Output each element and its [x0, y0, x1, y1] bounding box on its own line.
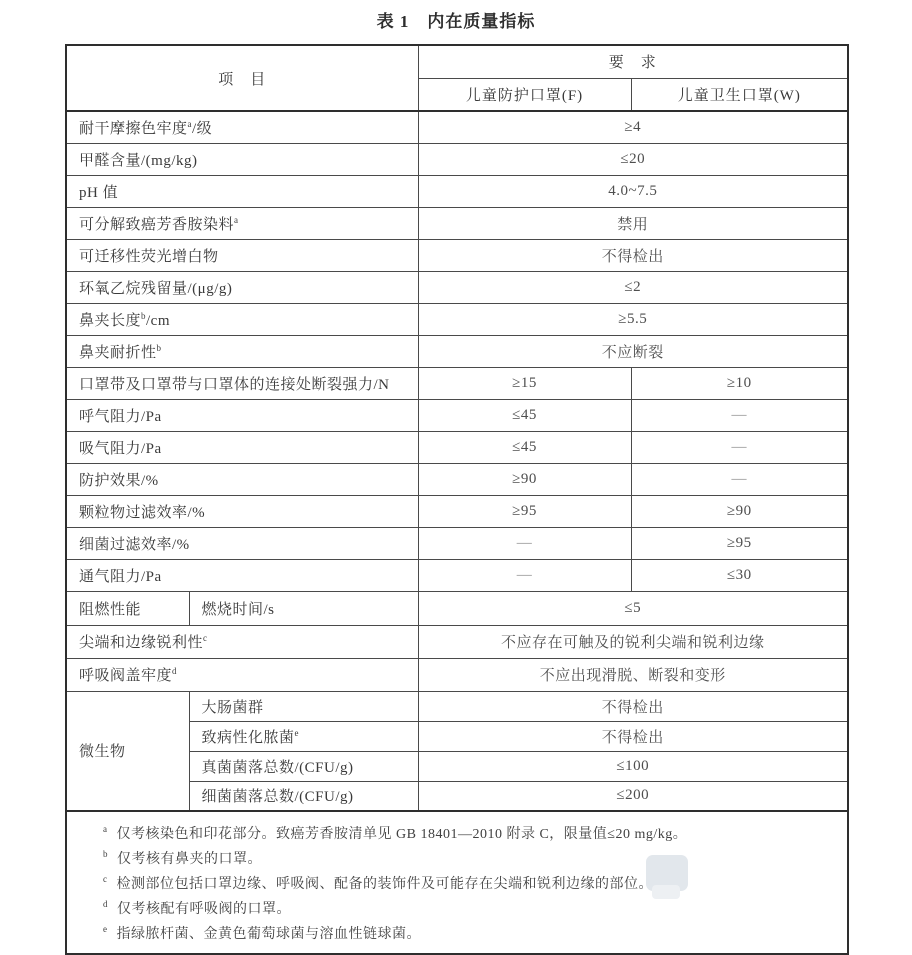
row-value-cell: ≤200	[418, 781, 848, 811]
row-label: 可分解致癌芳香胺染料	[79, 216, 235, 233]
row-label-cell: 吸气阻力/Pa	[66, 431, 418, 463]
table-row	[66, 495, 848, 527]
table-row	[66, 399, 848, 431]
footnote-text: 仅考核染色和印花部分。致癌芳香胺清单见 GB 18401—2010 附录 C，限量值≤20 mg/kg。	[116, 827, 688, 842]
footnote-marker: a	[234, 214, 239, 225]
table-row	[66, 691, 848, 721]
row-label-cell: 环氧乙烷残留量/(μg/g)	[66, 271, 418, 303]
row-label-cell: 防护效果/%	[66, 463, 418, 495]
table-row	[66, 431, 848, 463]
table-row	[66, 658, 848, 691]
footnote-marker: a	[187, 118, 193, 129]
footnote-marker: c	[203, 633, 208, 643]
row-value-f-cell: —	[418, 527, 631, 559]
row-value-w-cell: —	[631, 399, 848, 431]
footnote-text: 仅考核配有呼吸阀的口罩。	[117, 902, 291, 917]
footnotes-cell	[66, 811, 848, 954]
table-title: 表 1 内在质量指标	[376, 12, 536, 31]
row-value-cell: 不应断裂	[418, 335, 848, 367]
footnote-marker: b	[103, 849, 108, 860]
table-row	[66, 335, 848, 367]
table-row	[66, 207, 848, 239]
row-value-f-cell: ≥95	[418, 495, 631, 527]
footnote-line	[103, 847, 829, 872]
row-sublabel-cell: 真菌菌落总数/(CFU/g)	[189, 751, 418, 781]
table-row	[66, 591, 848, 625]
row-value-cell: 不应出现滑脱、断裂和变形	[418, 658, 848, 691]
row-label-cell: 阻燃性能	[66, 591, 189, 625]
footnote-marker: d	[103, 899, 108, 910]
row-sublabel-cell: 燃烧时间/s	[189, 591, 418, 625]
row-label: 鼻夹长度	[79, 312, 142, 329]
row-label-cell	[66, 335, 418, 367]
header-item-cell: 项 目	[66, 45, 418, 111]
row-value-w-cell: —	[631, 463, 848, 495]
row-label-cell: 口罩带及口罩带与口罩体的连接处断裂强力/N	[66, 367, 418, 399]
row-value-cell: ≤5	[418, 591, 848, 625]
header-col-w-cell: 儿童卫生口罩(W)	[631, 78, 848, 111]
footnote-marker: b	[141, 310, 147, 321]
row-value-cell: ≤100	[418, 751, 848, 781]
row-label-suffix: /级	[192, 120, 213, 137]
quality-table-grid	[65, 44, 849, 955]
table-row	[66, 271, 848, 303]
footnote-line	[103, 897, 829, 922]
row-label: 呼吸阀盖牢度	[79, 668, 173, 684]
footnote-marker: a	[103, 824, 108, 835]
row-value-w-cell: ≥10	[631, 367, 848, 399]
row-label: 鼻夹耐折性	[79, 344, 157, 361]
row-value-w-cell: ≥90	[631, 495, 848, 527]
row-label-cell: 颗粒物过滤效率/%	[66, 495, 418, 527]
row-label-cell	[66, 658, 418, 691]
row-value-cell: ≥4	[418, 111, 848, 143]
quality-table	[65, 44, 849, 955]
row-value-cell: ≤20	[418, 143, 848, 175]
footnote-marker: e	[294, 727, 300, 738]
row-label: 耐干摩擦色牢度	[79, 120, 188, 137]
table-row	[66, 559, 848, 591]
row-value-cell: 4.0~7.5	[418, 175, 848, 207]
header-col-f-cell: 儿童防护口罩(F)	[418, 78, 631, 111]
row-value-w-cell: —	[631, 431, 848, 463]
row-label-cell: 通气阻力/Pa	[66, 559, 418, 591]
table-row	[66, 625, 848, 658]
footnote-line	[103, 822, 829, 847]
footnote-text: 检测部位包括口罩边缘、呼吸阀、配备的装饰件及可能存在尖端和锐利边缘的部位。	[116, 877, 653, 892]
row-sublabel-cell	[189, 721, 418, 751]
row-label-suffix: /cm	[146, 312, 171, 329]
footnote-line	[103, 872, 829, 897]
footnotes-row	[66, 811, 848, 954]
row-label-cell	[66, 207, 418, 239]
table-row	[66, 143, 848, 175]
row-label-cell	[66, 625, 418, 658]
table-row	[66, 527, 848, 559]
row-value-cell: 禁用	[418, 207, 848, 239]
row-value-f-cell: ≥15	[418, 367, 631, 399]
footnote-marker: c	[103, 874, 108, 885]
row-value-cell: 不应存在可触及的锐利尖端和锐利边缘	[418, 625, 848, 658]
row-sublabel-cell: 大肠菌群	[189, 691, 418, 721]
row-label-cell	[66, 111, 418, 143]
table-row	[66, 303, 848, 335]
row-value-cell: 不得检出	[418, 239, 848, 271]
row-label-cell: 可迁移性荧光增白物	[66, 239, 418, 271]
group-label-cell: 微生物	[66, 691, 189, 811]
footnote-marker: e	[103, 924, 108, 935]
footnote-marker: d	[172, 666, 178, 676]
row-label-cell: 甲醛含量/(mg/kg)	[66, 143, 418, 175]
table-row	[66, 463, 848, 495]
row-value-f-cell: —	[418, 559, 631, 591]
row-value-cell: 不得检出	[418, 691, 848, 721]
row-value-f-cell: ≤45	[418, 431, 631, 463]
footnote-text: 指绿脓杆菌、金黄色葡萄球菌与溶血性链球菌。	[116, 927, 421, 942]
row-value-f-cell: ≥90	[418, 463, 631, 495]
row-label-cell: 细菌过滤效率/%	[66, 527, 418, 559]
row-value-f-cell: ≤45	[418, 399, 631, 431]
row-label-cell	[66, 303, 418, 335]
row-sublabel-cell: 细菌菌落总数/(CFU/g)	[189, 781, 418, 811]
footnote-line	[103, 922, 829, 947]
row-value-cell: ≥5.5	[418, 303, 848, 335]
table-row	[66, 111, 848, 143]
footnote-text: 仅考核有鼻夹的口罩。	[117, 852, 262, 867]
row-value-cell: ≤2	[418, 271, 848, 303]
table-row	[66, 239, 848, 271]
header-row-1	[66, 45, 848, 78]
row-value-cell: 不得检出	[418, 721, 848, 751]
row-label-cell: 呼气阻力/Pa	[66, 399, 418, 431]
row-label-cell: pH 值	[66, 175, 418, 207]
row-label: 致病性化脓菌	[201, 729, 295, 746]
row-label: 尖端和边缘锐利性	[79, 635, 204, 651]
footnote-marker: b	[156, 342, 162, 353]
table-row	[66, 175, 848, 207]
row-value-w-cell: ≤30	[631, 559, 848, 591]
row-value-w-cell: ≥95	[631, 527, 848, 559]
header-requirement-cell: 要 求	[418, 45, 848, 78]
table-row	[66, 367, 848, 399]
